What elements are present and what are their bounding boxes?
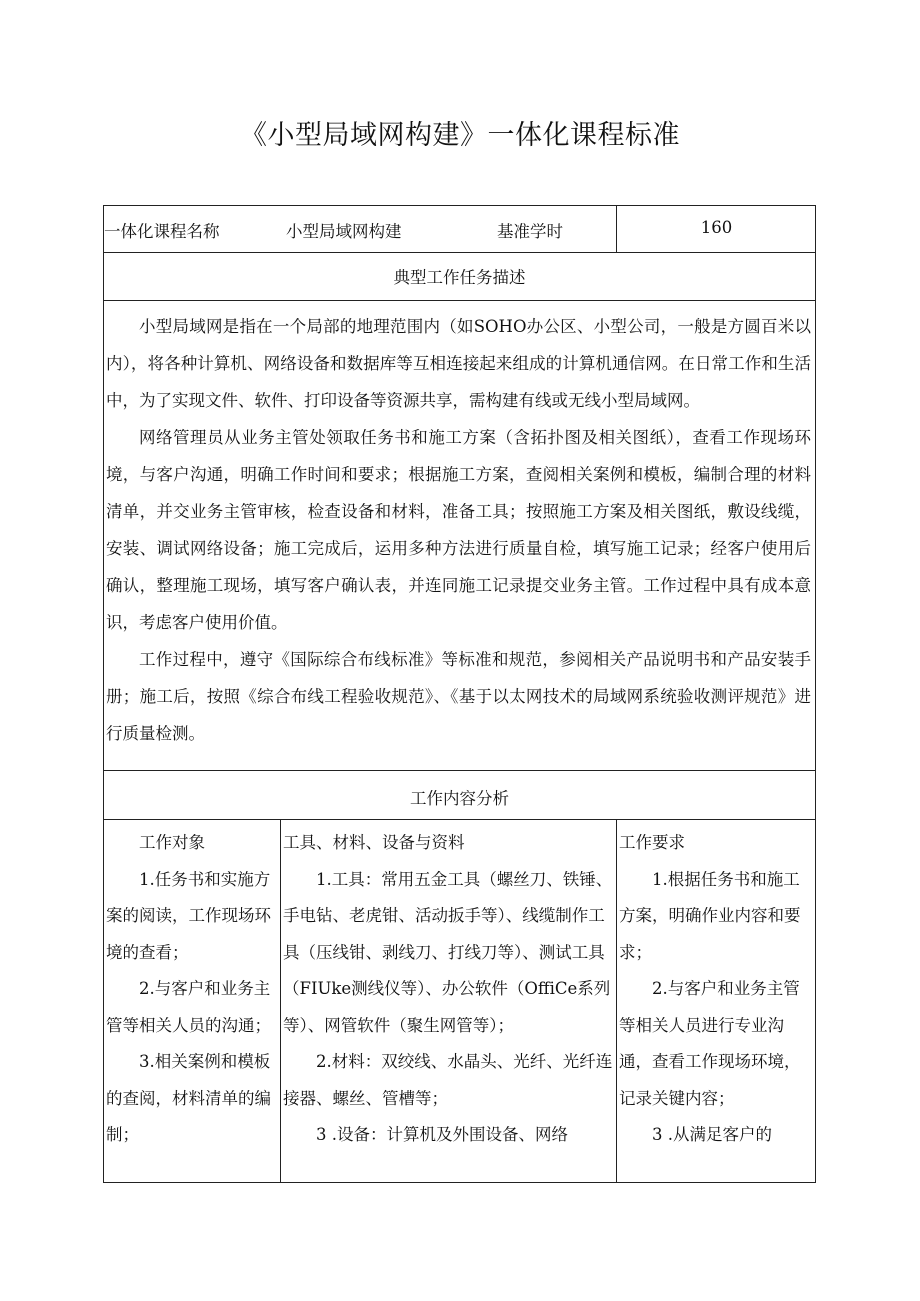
row-divider — [104, 819, 815, 820]
work-requirements-column — [617, 825, 815, 1181]
task-description — [104, 308, 815, 752]
course-name-label: 一体化课程名称 — [104, 222, 220, 241]
course-name-value: 小型局域网构建 — [286, 222, 402, 241]
course-standard-table — [103, 205, 816, 1183]
task-paragraph: 工作过程中，遵守《国际综合布线标准》等标准和规范，参阅相关产品说明书和产品安装手册；施工后，按照《综合布线工程验收规范》、《基于以太网技术的局域网系统验收测评规范》进行质量检测。 — [106, 650, 811, 743]
work-objects-column — [104, 825, 280, 1181]
tools-item: 3 .设备：计算机及外围设备、网络 — [316, 1125, 568, 1144]
tools-materials-column — [281, 825, 616, 1181]
row-divider — [104, 300, 815, 301]
tools-item: 1.工具：常用五金工具（螺丝刀、铁锤、手电钻、老虎钳、活动扳手等）、线缆制作工具（压线钳、剥线刀、打线刀等）、测试工具（FIUke测线仪等）、办公软件（OffiCe系列等）、网管软件（聚生网管等）； — [283, 869, 613, 1035]
tools-item: 2.材料：双绞线、水晶头、光纤、光纤连接器、螺丝、管槽等； — [283, 1052, 613, 1108]
tools-materials-header: 工具、材料、设备与资料 — [283, 833, 465, 852]
row-divider — [104, 252, 815, 253]
work-object-item: 1.任务书和实施方案的阅读，工作现场环境的查看； — [106, 869, 271, 962]
requirement-item: 3 .从满足客户的 — [652, 1125, 772, 1144]
work-objects-header: 工作对象 — [139, 833, 205, 852]
document-title: 《小型局域网构建》一体化课程标准 — [240, 120, 680, 151]
task-section-heading: 典型工作任务描述 — [393, 268, 526, 287]
requirement-item: 2.与客户和业务主管等相关人员进行专业沟通，查看工作现场环境，记录关键内容； — [619, 979, 801, 1108]
requirement-item: 1.根据任务书和施工方案，明确作业内容和要求； — [619, 869, 801, 962]
row-divider — [104, 770, 815, 771]
task-paragraph: 小型局域网是指在一个局部的地理范围内（如SOHO办公区、小型公司，一般是方圆百米以内），将各种计算机、网络设备和数据库等互相连接起来组成的计算机通信网。在日常工作和生活中，为了实现文件、软件、打印设备等资源共享，需构建有线或无线小型局域网。 — [106, 317, 811, 410]
hours-label: 基准学时 — [497, 222, 563, 241]
hours-value: 160 — [700, 218, 733, 237]
task-paragraph: 网络管理员从业务主管处领取任务书和施工方案（含拓扑图及相关图纸），查看工作现场环境，与客户沟通，明确工作时间和要求；根据施工方案，查阅相关案例和模板，编制合理的材料清单，并交业务主管审核，检查设备和材料，准备工具；按照施工方案及相关图纸，敷设线缆，安装、调试网络设备；施工完成后，运用多种方法进行质量自检，填写施工记录；经客户使用后确认，整理施工现场，填写客户确认表，并连同施工记录提交业务主管。工作过程中具有成本意识，考虑客户使用价值。 — [106, 428, 811, 632]
work-object-item: 3.相关案例和模板的查阅，材料清单的编制； — [106, 1052, 271, 1144]
analysis-section-heading: 工作内容分析 — [410, 789, 509, 808]
work-requirements-header: 工作要求 — [619, 833, 685, 852]
work-object-item: 2.与客户和业务主管等相关人员的沟通； — [106, 979, 271, 1035]
